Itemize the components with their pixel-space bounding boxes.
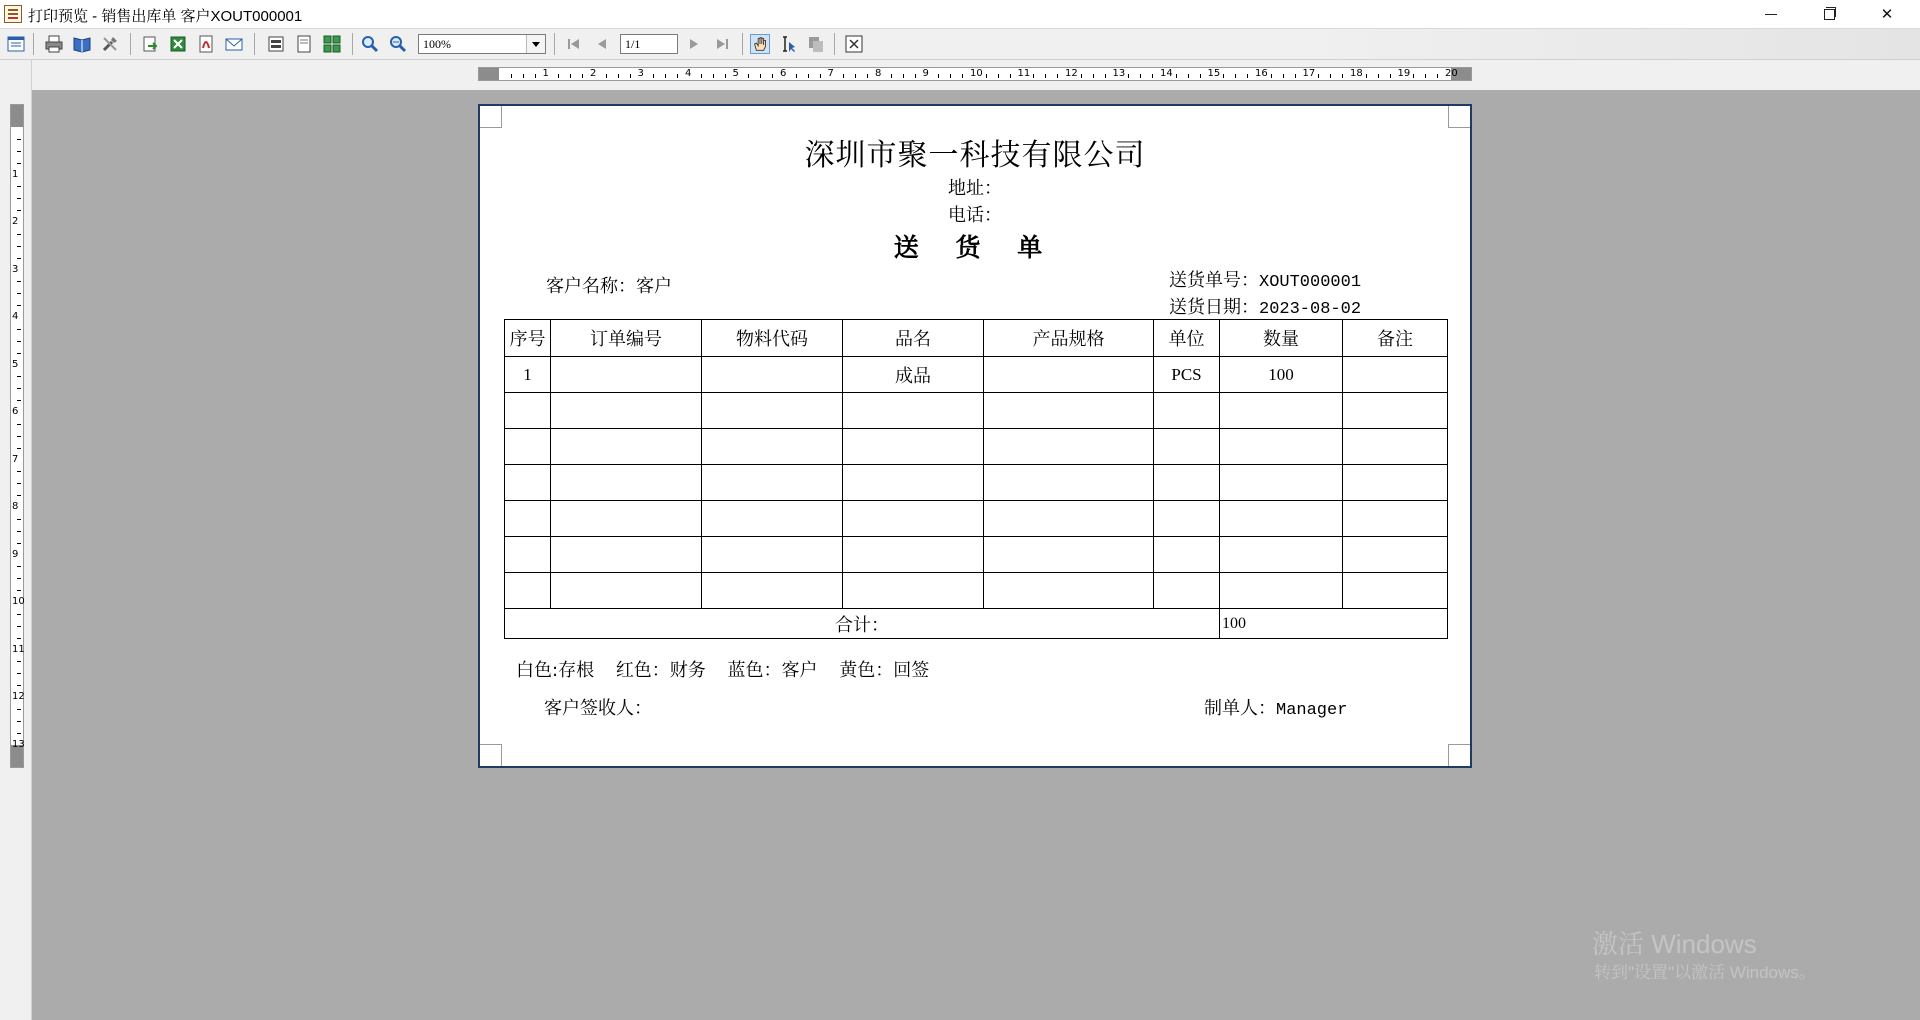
- copy-item-yellow: 黄色：回签: [839, 660, 930, 681]
- toolbar: [0, 28, 1920, 60]
- company-name: 深圳市聚一科技有限公司: [804, 138, 1146, 173]
- zoom-select[interactable]: [418, 34, 546, 54]
- table-cell: [843, 429, 984, 465]
- ruler-tick: [17, 519, 21, 520]
- outline-icon[interactable]: [6, 34, 26, 54]
- ruler-number: 13: [1112, 68, 1126, 79]
- ruler-tick: [17, 186, 21, 187]
- ruler-tick: [17, 733, 21, 734]
- ruler-tick: [511, 74, 512, 78]
- table-cell: [1343, 465, 1448, 501]
- ruler-tick: [748, 74, 749, 78]
- ruler-tick: [1247, 74, 1248, 78]
- multi-page-icon[interactable]: [322, 34, 342, 54]
- ruler-tick: [618, 74, 619, 78]
- ruler-tick: [1223, 74, 1224, 78]
- table-cell: [505, 393, 551, 429]
- total-row: [505, 609, 1448, 639]
- export-icon[interactable]: [140, 34, 160, 54]
- ruler-tick: [760, 74, 761, 78]
- ruler-tick: [903, 74, 904, 78]
- column-header: 单位: [1154, 320, 1220, 357]
- table-row: [505, 429, 1448, 465]
- print-icon[interactable]: [44, 34, 64, 54]
- table-row: [505, 393, 1448, 429]
- zoom-out-icon[interactable]: [388, 34, 408, 54]
- hand-tool-icon[interactable]: [750, 34, 770, 54]
- maker-field: [1204, 694, 1347, 720]
- ruler-number: 3: [637, 68, 644, 79]
- ruler-number: 16: [1255, 68, 1268, 79]
- table-cell: [984, 393, 1154, 429]
- table-cell: [1343, 357, 1448, 393]
- toolbar-separator: [33, 33, 34, 55]
- ruler-tick: [582, 74, 583, 78]
- ruler-tick: [17, 590, 21, 591]
- ruler-number: 3: [12, 263, 19, 275]
- ruler-tick: [17, 638, 21, 639]
- table-cell: [505, 573, 551, 609]
- activation-watermark-subtext: 转到"设置"以激活 Windows。: [1594, 963, 1816, 982]
- ruler-tick: [558, 74, 559, 78]
- toolbar-separator: [742, 33, 743, 55]
- window-title: 打印预览 - 销售出库单 客户XOUT000001: [28, 8, 303, 25]
- table-cell: [551, 465, 702, 501]
- table-cell: [505, 537, 551, 573]
- ruler-tick: [1033, 74, 1034, 78]
- ruler-tick: [17, 543, 21, 544]
- copy-item-white: 白色:存根: [516, 660, 595, 681]
- ruler-tick: [820, 74, 821, 78]
- ruler-tick: [986, 74, 987, 78]
- table-row: [505, 573, 1448, 609]
- column-header: 品名: [843, 320, 984, 357]
- ruler-tick: [867, 74, 868, 78]
- ruler-tick: [1366, 74, 1367, 78]
- ruler-tick: [17, 376, 21, 377]
- delivery-date-value: 2023-08-02: [1259, 300, 1362, 319]
- toolbar-separator: [130, 33, 131, 55]
- ruler-margin-marker[interactable]: [11, 105, 23, 127]
- table-cell: [1154, 393, 1220, 429]
- print-preview-icon[interactable]: [72, 34, 92, 54]
- ruler-tick: [17, 341, 21, 342]
- ruler-tick: [17, 353, 21, 354]
- prev-page-icon[interactable]: [592, 34, 612, 54]
- ruler-number: 18: [1350, 68, 1363, 79]
- horizontal-ruler: [478, 67, 1472, 81]
- page-setup-icon[interactable]: [266, 34, 286, 54]
- ruler-tick: [17, 709, 21, 710]
- table-cell: [1154, 465, 1220, 501]
- delivery-number-value: XOUT000001: [1259, 273, 1362, 292]
- ruler-tick: [17, 329, 21, 330]
- table-row: [505, 465, 1448, 501]
- ruler-margin-marker[interactable]: [479, 68, 499, 80]
- ruler-tick: [891, 74, 892, 78]
- table-cell: [843, 537, 984, 573]
- ruler-tick: [17, 673, 21, 674]
- single-page-icon[interactable]: [294, 34, 314, 54]
- ruler-tick: [1105, 74, 1106, 78]
- close-window-button[interactable]: ✕: [1880, 5, 1894, 23]
- ruler-tick: [17, 685, 21, 686]
- export-excel-icon[interactable]: [168, 34, 188, 54]
- table-cell: 100: [1220, 357, 1343, 393]
- close-preview-icon[interactable]: [844, 34, 864, 54]
- ruler-tick: [606, 74, 607, 78]
- ruler-tick: [1188, 74, 1189, 78]
- delivery-number-label: 送货单号：: [1169, 270, 1259, 291]
- ruler-tick: [17, 448, 21, 449]
- vertical-ruler: [10, 104, 24, 768]
- table-cell: [984, 501, 1154, 537]
- table-cell: [505, 501, 551, 537]
- table-cell: [702, 357, 843, 393]
- ruler-number: 7: [827, 68, 834, 79]
- ruler-tick: [701, 74, 702, 78]
- ruler-tick: [17, 495, 21, 496]
- table-cell: [702, 393, 843, 429]
- first-page-icon[interactable]: [564, 34, 584, 54]
- next-page-icon[interactable]: [684, 34, 704, 54]
- ruler-tick: [653, 74, 654, 78]
- restore-button[interactable]: [1800, 0, 1858, 28]
- maker-label: 制单人：: [1204, 698, 1276, 719]
- chevron-down-icon[interactable]: [526, 35, 545, 53]
- table-cell: [984, 357, 1154, 393]
- ruler-tick: [1045, 74, 1046, 78]
- title-bar: [0, 0, 1920, 28]
- ruler-number: 12: [1065, 68, 1078, 79]
- zoom-in-icon[interactable]: [360, 34, 380, 54]
- table-cell: [1343, 393, 1448, 429]
- table-cell: [984, 573, 1154, 609]
- ruler-number: 11: [1017, 68, 1031, 79]
- ruler-tick: [1437, 74, 1438, 78]
- ruler-number: 10: [12, 596, 25, 607]
- phone-label: 电话：: [948, 205, 1002, 226]
- table-cell: [1343, 501, 1448, 537]
- copy-color-legend: [516, 656, 945, 682]
- delivery-date-label: 送货日期：: [1169, 297, 1259, 318]
- ruler-tick: [855, 74, 856, 78]
- ruler-tick: [1140, 74, 1141, 78]
- column-header: 物料代码: [702, 320, 843, 357]
- copy-icon[interactable]: [806, 34, 826, 54]
- ruler-tick: [17, 578, 21, 579]
- ruler-number: 6: [780, 68, 787, 79]
- email-icon[interactable]: [224, 34, 244, 54]
- ruler-tick: [523, 74, 524, 78]
- toolbar-separator: [254, 33, 255, 55]
- ruler-tick: [665, 74, 666, 78]
- delivery-date-field: [1169, 293, 1361, 319]
- table-cell: [551, 357, 702, 393]
- total-label: 合计：: [505, 609, 1220, 639]
- ruler-number: 20: [1445, 68, 1458, 79]
- copy-item-blue: 蓝色：客户: [727, 660, 818, 681]
- table-cell: [1220, 501, 1343, 537]
- ruler-number: 1: [542, 68, 549, 79]
- column-header: 数量: [1220, 320, 1343, 357]
- customer-field: [546, 272, 672, 298]
- ruler-number: 17: [1302, 68, 1316, 79]
- column-header: 订单编号: [551, 320, 702, 357]
- ruler-tick: [17, 139, 21, 140]
- app-icon: [4, 5, 22, 23]
- ruler-number: 2: [12, 216, 19, 227]
- ruler-tick: [1342, 74, 1343, 78]
- toolbar-background: [1300, 29, 1920, 59]
- ruler-number: 2: [590, 68, 597, 79]
- ruler-tick: [17, 163, 21, 164]
- ruler-tick: [17, 246, 21, 247]
- ruler-tick: [843, 74, 844, 78]
- settings-icon[interactable]: [100, 34, 120, 54]
- ruler-tick: [17, 424, 21, 425]
- ruler-tick: [1271, 74, 1272, 78]
- ruler-tick: [677, 74, 678, 78]
- last-page-icon[interactable]: [712, 34, 732, 54]
- ruler-number: 15: [1207, 68, 1221, 79]
- ruler-tick: [1330, 74, 1331, 78]
- ruler-tick: [17, 400, 21, 401]
- table-cell: [1343, 537, 1448, 573]
- delivery-table: [504, 319, 1448, 639]
- ruler-tick: [17, 305, 21, 306]
- ruler-number: 19: [1397, 68, 1411, 79]
- ruler-number: 10: [970, 68, 983, 79]
- table-row: [505, 537, 1448, 573]
- table-header-row: [505, 320, 1448, 357]
- ruler-tick: [17, 471, 21, 472]
- ruler-tick: [17, 293, 21, 294]
- table-cell: [1154, 501, 1220, 537]
- table-cell: [702, 537, 843, 573]
- table-cell: [1220, 573, 1343, 609]
- column-header: 备注: [1343, 320, 1448, 357]
- table-cell: [1343, 573, 1448, 609]
- minimize-button[interactable]: [1742, 0, 1800, 28]
- ruler-tick: [1010, 74, 1011, 78]
- ruler-tick: [938, 74, 939, 78]
- customer-label: 客户名称：: [546, 276, 636, 297]
- table-cell: [1220, 393, 1343, 429]
- ruler-tick: [630, 74, 631, 78]
- ruler-tick: [1128, 74, 1129, 78]
- zoom-value: 100%: [423, 37, 451, 51]
- column-header: 序号: [505, 320, 551, 357]
- address-label: 地址：: [948, 178, 1002, 199]
- ruler-number: 14: [1160, 68, 1173, 79]
- table-cell: [1154, 429, 1220, 465]
- ruler-tick: [713, 74, 714, 78]
- ruler-tick: [17, 566, 21, 567]
- table-cell: [505, 465, 551, 501]
- ruler-tick: [915, 74, 916, 78]
- table-cell: [551, 429, 702, 465]
- table-cell: [702, 501, 843, 537]
- table-cell: [843, 465, 984, 501]
- ruler-tick: [1200, 74, 1201, 78]
- ruler-tick: [725, 74, 726, 78]
- table-row: [505, 501, 1448, 537]
- customer-value: 客户: [636, 276, 672, 297]
- column-header: 产品规格: [984, 320, 1154, 357]
- ruler-tick: [772, 74, 773, 78]
- ruler-tick: [1152, 74, 1153, 78]
- ruler-tick: [17, 436, 21, 437]
- copy-item-red: 红色：财务: [615, 660, 706, 681]
- ruler-tick: [535, 74, 536, 78]
- table-cell: [1220, 465, 1343, 501]
- ruler-number: 5: [732, 68, 739, 79]
- table-row: [505, 357, 1448, 393]
- table-cell: [702, 429, 843, 465]
- ruler-tick: [17, 531, 21, 532]
- ruler-tick: [17, 388, 21, 389]
- table-cell: [843, 501, 984, 537]
- export-pdf-icon[interactable]: [196, 34, 216, 54]
- page-number-input[interactable]: 1/1: [620, 34, 678, 54]
- ruler-tick: [570, 74, 571, 78]
- ruler-tick: [962, 74, 963, 78]
- activation-watermark: 激活 Windows: [1592, 929, 1757, 959]
- ruler-tick: [17, 626, 21, 627]
- ruler-tick: [17, 614, 21, 615]
- ruler-tick: [1413, 74, 1414, 78]
- ruler-number: 11: [12, 643, 25, 655]
- ruler-tick: [1295, 74, 1296, 78]
- ruler-tick: [17, 483, 21, 484]
- ruler-tick: [17, 258, 21, 259]
- document-title: 送 货 单: [893, 233, 1057, 262]
- ruler-tick: [950, 74, 951, 78]
- table-cell: [843, 573, 984, 609]
- ruler-number: 8: [12, 501, 19, 512]
- maker-value: Manager: [1276, 701, 1348, 720]
- print-page: [478, 104, 1472, 768]
- table-cell: 1: [505, 357, 551, 393]
- text-select-icon[interactable]: [778, 34, 798, 54]
- table-cell: [551, 537, 702, 573]
- page-corner-mark: [480, 744, 502, 766]
- table-cell: [1220, 537, 1343, 573]
- total-value: 100: [1220, 609, 1448, 639]
- toolbar-separator: [554, 33, 555, 55]
- ruler-tick: [1283, 74, 1284, 78]
- toolbar-separator: [352, 33, 353, 55]
- page-corner-mark: [1448, 744, 1470, 766]
- ruler-tick: [1390, 74, 1391, 78]
- ruler-tick: [17, 210, 21, 211]
- table-cell: PCS: [1154, 357, 1220, 393]
- table-cell: [984, 537, 1154, 573]
- ruler-number: 7: [12, 453, 19, 465]
- table-cell: [843, 393, 984, 429]
- table-cell: [505, 429, 551, 465]
- ruler-tick: [1081, 74, 1082, 78]
- delivery-number-field: [1169, 266, 1361, 292]
- ruler-tick: [1235, 74, 1236, 78]
- page-corner-mark: [480, 106, 502, 128]
- table-cell: [702, 465, 843, 501]
- receiver-signature-label: 客户签收人：: [544, 698, 652, 719]
- ruler-tick: [808, 74, 809, 78]
- ruler-tick: [17, 234, 21, 235]
- table-cell: [551, 393, 702, 429]
- ruler-number: 9: [12, 548, 19, 560]
- ruler-tick: [998, 74, 999, 78]
- table-cell: [551, 573, 702, 609]
- table-cell: [984, 465, 1154, 501]
- table-cell: [1343, 429, 1448, 465]
- ruler-tick: [1318, 74, 1319, 78]
- table-cell: [551, 501, 702, 537]
- toolbar-separator: [834, 33, 835, 55]
- ruler-number: 5: [12, 358, 19, 370]
- table-cell: [702, 573, 843, 609]
- ruler-number: 12: [12, 691, 25, 702]
- ruler-number: 8: [875, 68, 882, 79]
- table-cell: [1154, 573, 1220, 609]
- ruler-number: 1: [12, 168, 19, 180]
- ruler-tick: [17, 198, 21, 199]
- ruler-number: 4: [12, 311, 19, 322]
- ruler-tick: [1425, 74, 1426, 78]
- ruler-tick: [1057, 74, 1058, 78]
- ruler-tick: [17, 661, 21, 662]
- table-cell: [1154, 537, 1220, 573]
- ruler-tick: [796, 74, 797, 78]
- page-corner-mark: [1448, 106, 1470, 128]
- table-cell: 成品: [843, 357, 984, 393]
- ruler-number: 13: [12, 738, 25, 750]
- ruler-tick: [1176, 74, 1177, 78]
- ruler-number: 9: [922, 68, 929, 79]
- ruler-tick: [1378, 74, 1379, 78]
- ruler-tick: [17, 721, 21, 722]
- table-cell: [984, 429, 1154, 465]
- ruler-number: 4: [685, 68, 692, 79]
- ruler-tick: [17, 151, 21, 152]
- ruler-number: 6: [12, 406, 19, 417]
- ruler-tick: [17, 281, 21, 282]
- table-cell: [1220, 429, 1343, 465]
- ruler-tick: [1093, 74, 1094, 78]
